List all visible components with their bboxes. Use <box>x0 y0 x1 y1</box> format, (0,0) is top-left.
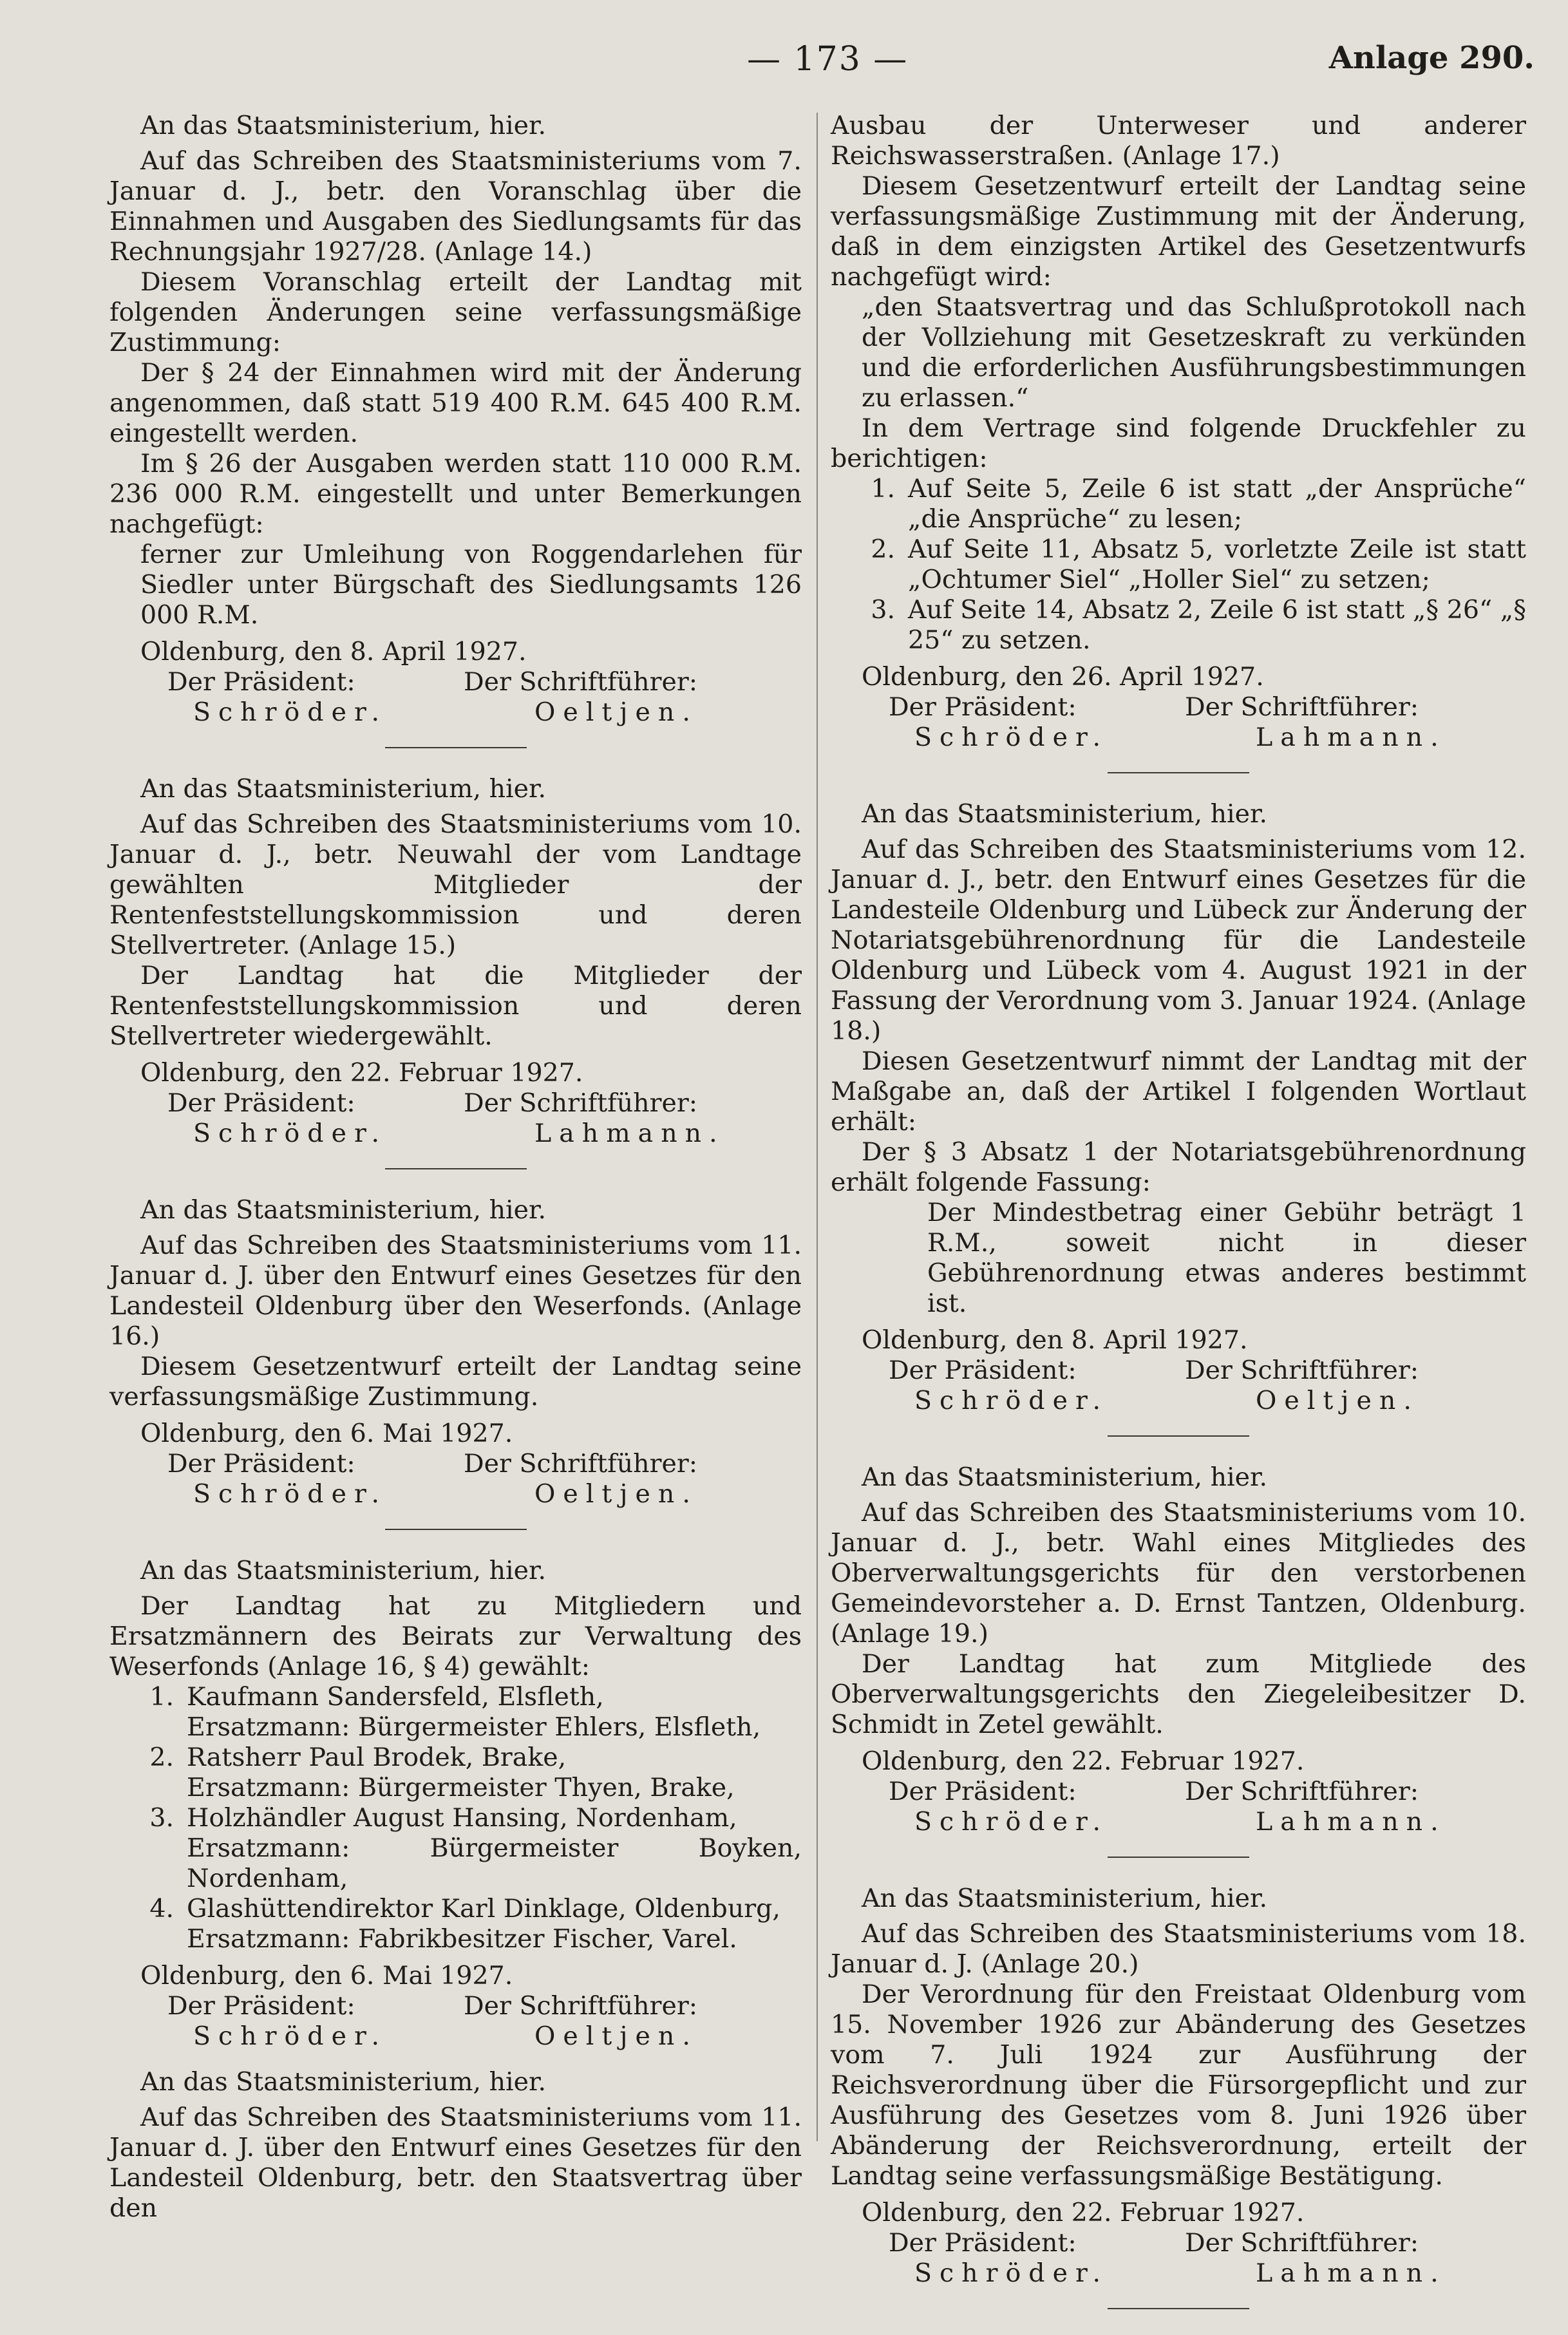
letter-paragraph: Im § 26 der Ausgaben werden statt 110 000 R.M. 236 000 R.M. eingestellt und unter Bemerkungen nachgefügt: <box>109 449 802 539</box>
anlage-number: Anlage 290. <box>1328 40 1535 76</box>
secretary-label: Der Schriftführer: <box>1185 692 1419 722</box>
section-rule <box>1108 772 1249 773</box>
substitute-line: Ersatzmann: Bürgermeister Boyken, Nordenham, <box>187 1833 802 1893</box>
substitute-line: Ersatzmann: Bürgermeister Ehlers, Elsfleth, <box>187 1712 761 1742</box>
signature-labels <box>889 692 1526 723</box>
secretary-name: Lahmann. <box>534 1119 725 1148</box>
secretary-label: Der Schriftführer: <box>464 667 698 697</box>
president-label: Der Präsident: <box>167 1088 355 1118</box>
letter-date: Oldenburg, den 6. Mai 1927. <box>140 1961 513 1990</box>
president-label: Der Präsident: <box>167 667 355 697</box>
letter-paragraph: Der § 3 Absatz 1 der Notariatsgebührenordnung erhält folgende Fassung: <box>831 1137 1526 1197</box>
list-item <box>109 1894 802 1954</box>
secretary-label: Der Schriftführer: <box>1185 1356 1419 1385</box>
letter-siedlungsamt <box>109 111 802 748</box>
letter-quote: Der Mindestbetrag einer Gebühr beträgt 1 R.M., soweit nicht in dieser Gebührenordnung etwas anderes bestimmt ist. <box>927 1198 1526 1318</box>
member-line: Holzhändler August Hansing, Nordenham, <box>187 1803 737 1833</box>
section-rule <box>1108 1435 1249 1437</box>
letter-address: An das Staatsministerium, hier. <box>140 1195 547 1225</box>
president-name: Schröder. <box>193 2021 388 2051</box>
letter-address: An das Staatsministerium, hier. <box>140 774 547 804</box>
section-rule <box>385 1529 527 1530</box>
letter-date: Oldenburg, den 22. Februar 1927. <box>862 1746 1305 1776</box>
signature-names <box>167 1479 802 1509</box>
letter-notariat <box>831 799 1526 1437</box>
letter-date: Oldenburg, den 22. Februar 1927. <box>140 1058 583 1088</box>
secretary-name: Lahmann. <box>1256 1807 1446 1837</box>
signature-names <box>167 2021 802 2052</box>
president-label: Der Präsident: <box>889 2228 1077 2258</box>
correction-list <box>831 474 1526 656</box>
president-label: Der Präsident: <box>889 692 1077 722</box>
letter-staatsvertrag <box>109 2067 802 2224</box>
signature-names <box>889 1386 1526 1416</box>
secretary-label: Der Schriftführer: <box>464 1449 698 1479</box>
letter-paragraph: Auf das Schreiben des Staatsministeriums vom 10. Januar d. J., betr. Wahl eines Mitgliedes des Oberverwaltungsgerichts für den verstorbenen Gemeindevorsteher a. D. Ernst Tantzen, Oldenburg. (Anlage 19.) <box>831 1498 1526 1649</box>
signature-labels <box>167 1449 802 1479</box>
list-item <box>831 595 1526 656</box>
column-divider <box>817 113 818 2141</box>
member-line: Ratsherr Paul Brodek, Brake, <box>187 1743 567 1772</box>
letter-date: Oldenburg, den 8. April 1927. <box>862 1325 1248 1355</box>
letter-fuersorge <box>831 1884 1526 2309</box>
right-column <box>831 111 1526 2335</box>
letter-paragraph: Der Landtag hat zum Mitgliede des Oberverwaltungsgerichts den Ziegeleibesitzer D. Schmidt in Zetel gewählt. <box>831 1649 1526 1739</box>
secretary-label: Der Schriftführer: <box>464 1991 698 2021</box>
letter-paragraph: Diesem Gesetzentwurf erteilt der Landtag seine verfassungsmäßige Zustimmung mit der Änderung, daß in dem einzigsten Artikel des Gesetzentwurfs nachgefügt wird: <box>831 171 1526 292</box>
list-number: 1. <box>149 1682 174 1712</box>
list-item <box>109 1743 802 1803</box>
letter-quote: ferner zur Umleihung von Roggendarlehen für Siedler unter Bürgschaft des Siedlungsamts 126 000 R.M. <box>140 540 802 630</box>
secretary-name: Lahmann. <box>1256 2258 1446 2288</box>
signature-names <box>889 1807 1526 1837</box>
member-line: Kaufmann Sandersfeld, Elsfleth, <box>187 1682 604 1712</box>
letter-paragraph: Auf das Schreiben des Staatsministeriums vom 7. Januar d. J., betr. den Voranschlag über die Einnahmen und Ausgaben des Siedlungsamts für das Rechnungsjahr 1927/28. (Anlage 14.) <box>109 146 802 267</box>
president-label: Der Präsident: <box>889 1777 1077 1806</box>
secretary-label: Der Schriftführer: <box>464 1088 698 1118</box>
president-name: Schröder. <box>193 1119 388 1148</box>
letter-date: Oldenburg, den 22. Februar 1927. <box>862 2198 1305 2227</box>
letter-paragraph: Diesen Gesetzentwurf nimmt der Landtag mit der Maßgabe an, daß der Artikel I folgenden Wortlaut erhält: <box>831 1046 1526 1137</box>
section-rule <box>1108 1857 1249 1858</box>
letter-paragraph: Diesem Voranschlag erteilt der Landtag mit folgenden Änderungen seine verfassungsmäßige Zustimmung: <box>109 267 802 357</box>
list-text: Auf Seite 11, Absatz 5, vorletzte Zeile ist statt „Ochtumer Siel“ „Holler Siel“ zu setzen; <box>908 534 1526 594</box>
signature-names <box>889 723 1526 753</box>
page-header <box>0 40 1568 85</box>
signature-labels <box>167 1088 802 1119</box>
letter-date: Oldenburg, den 8. April 1927. <box>140 637 527 666</box>
letter-address: An das Staatsministerium, hier. <box>862 799 1268 829</box>
list-item <box>109 1803 802 1894</box>
letter-paragraph: In dem Vertrage sind folgende Druckfehler zu berichtigen: <box>831 413 1526 473</box>
list-item <box>109 1682 802 1743</box>
president-label: Der Präsident: <box>889 1356 1077 1385</box>
letter-oberverwaltungsgericht <box>831 1462 1526 1858</box>
list-number: 2. <box>871 534 895 564</box>
secretary-name: Oeltjen. <box>534 1479 698 1509</box>
letter-beirat <box>109 1556 802 2067</box>
secretary-name: Oeltjen. <box>534 697 698 727</box>
section-rule <box>1108 2308 1249 2309</box>
secretary-name: Lahmann. <box>1256 723 1446 752</box>
letter-paragraph: Auf das Schreiben des Staatsministeriums vom 10. Januar d. J., betr. Neuwahl der vom Landtage gewählten Mitglieder der Rentenfeststellungskommission und deren Stellvertreter. (Anlage 15.) <box>109 809 802 960</box>
president-label: Der Präsident: <box>167 1449 355 1479</box>
member-line: Glashüttendirektor Karl Dinklage, Oldenburg, <box>187 1894 780 1924</box>
signature-labels <box>167 667 802 697</box>
letter-address: An das Staatsministerium, hier. <box>140 1556 547 1585</box>
secretary-name: Oeltjen. <box>534 2021 698 2051</box>
section-rule <box>385 1168 527 1169</box>
secretary-name: Oeltjen. <box>1256 1386 1419 1415</box>
letter-paragraph: Auf das Schreiben des Staatsministeriums vom 12. Januar d. J., betr. den Entwurf eines Gesetzes für die Landesteile Oldenburg und Lübeck zur Änderung der Notariatsgebührenordnung für die Landesteile Oldenburg und Lübeck vom 4. August 1921 in der Fassung der Verordnung vom 3. Januar 1924. (Anlage 18.) <box>831 835 1526 1046</box>
letter-paragraph: Auf das Schreiben des Staatsministeriums vom 11. Januar d. J. über den Entwurf eines Gesetzes für den Landesteil Oldenburg, betr. den Staatsvertrag über den <box>109 2103 802 2223</box>
letter-continuation: Ausbau der Unterweser und anderer Reichswasserstraßen. (Anlage 17.) <box>831 111 1526 171</box>
president-name: Schröder. <box>193 1479 388 1509</box>
letter-address: An das Staatsministerium, hier. <box>140 111 547 140</box>
president-name: Schröder. <box>914 1386 1109 1415</box>
signature-names <box>167 1119 802 1149</box>
letter-rentenfeststellung <box>109 774 802 1169</box>
letter-paragraph: Auf das Schreiben des Staatsministeriums vom 11. Januar d. J. über den Entwurf eines Gesetzes für den Landesteil Oldenburg über den Weserfonds. (Anlage 16.) <box>109 1231 802 1351</box>
left-column <box>109 111 802 2224</box>
list-item <box>831 474 1526 534</box>
signature-labels <box>167 1991 802 2021</box>
list-number: 1. <box>871 474 895 504</box>
letter-paragraph: Diesem Gesetzentwurf erteilt der Landtag seine verfassungsmäßige Zustimmung. <box>109 1352 802 1412</box>
letter-paragraph: Der Landtag hat zu Mitgliedern und Ersatzmännern des Beirats zur Verwaltung des Weserfonds (Anlage 16, § 4) gewählt: <box>109 1591 802 1681</box>
secretary-label: Der Schriftführer: <box>1185 2228 1419 2258</box>
letter-paragraph: Der Landtag hat die Mitglieder der Rentenfeststellungskommission und deren Stellvertreter wiedergewählt. <box>109 961 802 1051</box>
president-name: Schröder. <box>914 2258 1109 2288</box>
signature-labels <box>889 1356 1526 1386</box>
letter-staatsvertrag-cont <box>831 111 1526 773</box>
list-number: 4. <box>149 1894 174 1924</box>
page-number: — 173 — <box>747 40 909 79</box>
signature-names <box>889 2258 1526 2289</box>
list-text: Auf Seite 14, Absatz 2, Zeile 6 ist statt „§ 26“ „§ 25“ zu setzen. <box>908 595 1526 655</box>
letter-address: An das Staatsministerium, hier. <box>140 2067 547 2097</box>
letter-quote: „den Staatsvertrag und das Schlußprotokoll nach der Vollziehung mit Gesetzeskraft zu verkünden und die erforderlichen Ausführungsbestimmungen zu erlassen.“ <box>862 292 1526 413</box>
president-label: Der Präsident: <box>167 1991 355 2021</box>
secretary-label: Der Schriftführer: <box>1185 1777 1419 1806</box>
signature-labels <box>889 1777 1526 1807</box>
president-name: Schröder. <box>193 697 388 727</box>
list-item <box>831 534 1526 595</box>
list-number: 2. <box>149 1743 174 1772</box>
president-name: Schröder. <box>914 1807 1109 1837</box>
letter-date: Oldenburg, den 26. April 1927. <box>862 662 1264 692</box>
list-text: Auf Seite 5, Zeile 6 ist statt „der Ansprüche“ „die Ansprüche“ zu lesen; <box>908 474 1526 534</box>
member-list <box>109 1682 802 1954</box>
letter-date: Oldenburg, den 6. Mai 1927. <box>140 1419 513 1448</box>
president-name: Schröder. <box>914 723 1109 752</box>
letter-paragraph: Der § 24 der Einnahmen wird mit der Änderung angenommen, daß statt 519 400 R.M. 645 400 R.M. eingestellt werden. <box>109 358 802 448</box>
substitute-line: Ersatzmann: Fabrikbesitzer Fischer, Varel. <box>187 1924 737 1954</box>
list-number: 3. <box>871 595 895 625</box>
signature-labels <box>889 2228 1526 2258</box>
substitute-line: Ersatzmann: Bürgermeister Thyen, Brake, <box>187 1773 735 1802</box>
list-number: 3. <box>149 1803 174 1833</box>
letter-paragraph: Auf das Schreiben des Staatsministeriums vom 18. Januar d. J. (Anlage 20.) <box>831 1919 1526 1979</box>
letter-address: An das Staatsministerium, hier. <box>862 1462 1268 1492</box>
letter-address: An das Staatsministerium, hier. <box>862 1884 1268 1913</box>
section-rule <box>385 747 527 748</box>
letter-weserfonds <box>109 1195 802 1530</box>
signature-names <box>167 697 802 728</box>
letter-paragraph: Der Verordnung für den Freistaat Oldenburg vom 15. November 1926 zur Abänderung des Gesetzes vom 7. Juli 1924 zur Ausführung der Reichsverordnung über die Fürsorgepflicht und zur Ausführung des Gesetzes vom 8. Juni 1926 über Abänderung der Reichsverordnung, erteilt der Landtag seine verfassungsmäßige Bestätigung. <box>831 1980 1526 2191</box>
